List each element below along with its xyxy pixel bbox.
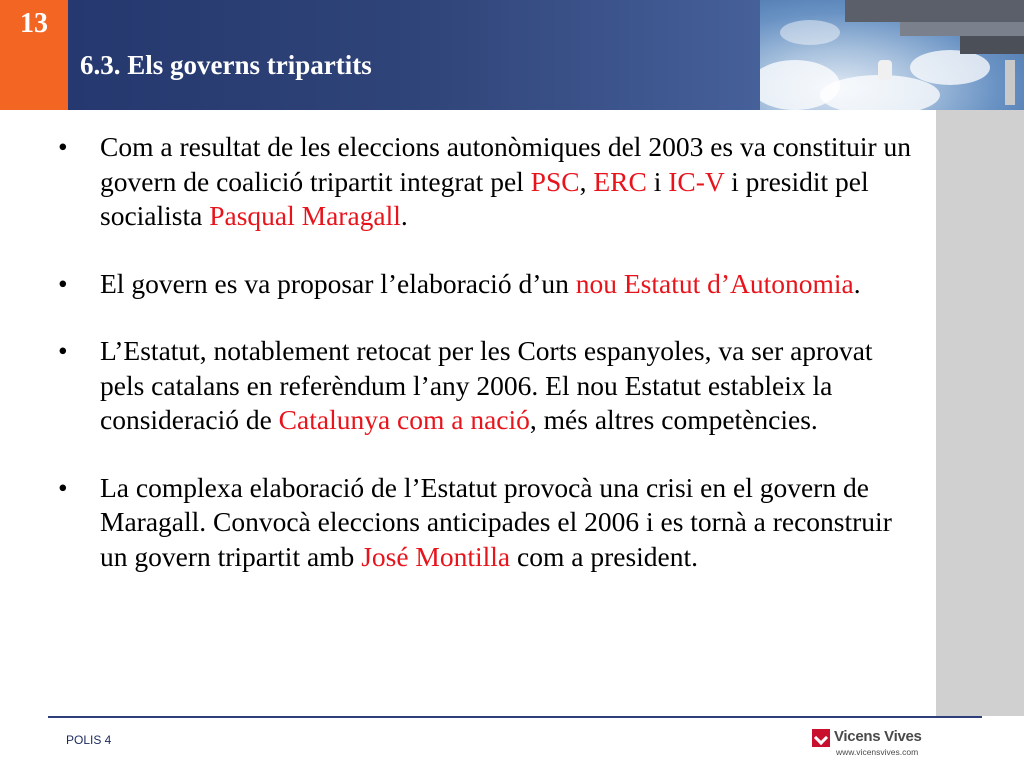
logo-url: www.vicensvives.com: [836, 747, 919, 757]
bullet-item: [58, 471, 918, 575]
highlighted-text: Pasqual Maragall: [209, 200, 401, 231]
body-text: Com a resultat de les eleccions autonòmiques del 2003 es va constituir un govern de coalició tripartit integrat pel: [100, 131, 912, 197]
highlighted-text: PSC: [530, 165, 580, 197]
logo-name: Vicens Vives: [834, 728, 922, 745]
page-title: 6.3. Els governs tripartits: [80, 50, 372, 80]
bullet-dot: •: [58, 471, 68, 503]
vicens-vives-logo-icon: [812, 729, 830, 747]
bullet-list: [58, 130, 918, 607]
bullet-item: [58, 267, 918, 302]
footer-divider: [48, 716, 982, 718]
bullet-dot: •: [58, 267, 68, 299]
body-text: i: [646, 165, 669, 197]
space-station-photo: [760, 0, 1024, 110]
highlighted-text: Catalunya com a nació: [278, 404, 530, 435]
highlighted-text: nou Estatut d’Autonomia: [575, 267, 854, 299]
body-text: .: [400, 200, 408, 231]
highlighted-text: IC-V: [668, 165, 725, 197]
bullet-item: [58, 130, 918, 234]
highlighted-text: ERC: [593, 165, 647, 197]
body-text: El govern es va proposar l’elaboració d’un: [100, 267, 576, 299]
body-text: L’Estatut, notablement retocat per les Corts espanyoles, va ser aprovat pels catalans en referèndum l’any 2006. El nou Estatut estableix la consideració de: [100, 335, 873, 435]
body-text: .: [853, 267, 861, 299]
bullet-dot: •: [58, 131, 68, 162]
vicens-vives-logo: [812, 728, 922, 760]
bullet-item: [58, 334, 918, 438]
body-text: ,: [579, 165, 594, 197]
body-text: La complexa elaboració de l’Estatut provocà una crisi en el govern de Maragall. Convocà eleccions anticipades el 2006 i es tornà a reconstruir un govern tripartit amb: [100, 471, 892, 572]
body-text: i presidit pel socialista: [100, 165, 869, 231]
body-text: , més altres competències.: [529, 404, 818, 435]
body-text: com a president.: [510, 540, 699, 572]
bullet-dot: •: [58, 335, 68, 366]
footer-label: POLIS 4: [66, 733, 112, 747]
slide-number-box: [0, 0, 68, 110]
slide-number: 13: [20, 8, 48, 39]
header-bar: [68, 0, 760, 110]
highlighted-text: José Montilla: [361, 540, 511, 572]
side-panel: [936, 110, 1024, 716]
